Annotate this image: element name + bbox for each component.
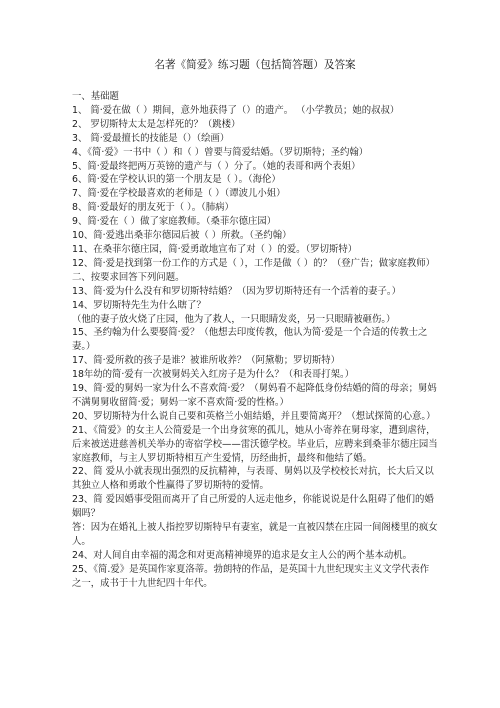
- text-line: 3、 简·爱最擅长的技能是（）（绘画）: [72, 132, 230, 144]
- text-line: 6、简·爱在学校认识的第一个朋友是（ ）。（海伦）: [72, 174, 281, 186]
- text-line: 15、圣约翰为什么要娶简·爱？（他想去印度传教，他认为简·爱是一个合适的传教士之妻。）: [72, 327, 428, 353]
- text-line: 12、简·爱是找到第一份工作的方式是（ ），工作是做（ ）的？（登广告；做家庭教师）: [72, 257, 436, 269]
- text-line: 2、 罗切斯特太太是怎样死的？（跳楼）: [72, 118, 241, 130]
- text-line: 10、简·爱逃出桑菲尔德园后被（ ）所救。（圣约翰）: [72, 230, 292, 242]
- text-line: 一、基础题: [72, 91, 119, 102]
- text-line: 24、对人间自由幸福的渴念和对更高精神境界的追求是女主人公的两个基本动机。: [72, 549, 413, 561]
- text-line: 17、简·爱所救的孩子是谁？被谁所收养？（阿黛勒；罗切斯特）: [72, 355, 341, 367]
- document-body: [72, 90, 438, 591]
- text-line: 20、罗切斯特为什么说自己要和英格兰小姐结婚，并且要简离开？（想试探简的心意。）: [72, 410, 436, 422]
- text-line: 答：因为在婚礼上被人指控罗切斯特早有妻室，就是一直被囚禁在庄园一间阁楼里的疯女人。: [72, 522, 438, 547]
- text-line: 14、罗切斯特先生为什么瞎了？: [72, 299, 206, 311]
- text-line: 25、《简.爱》是英国作家夏洛蒂。勃朗特的作品，是英国十九世纪现实主义文学代表作之一，成书于十九世纪四十年代。: [72, 563, 430, 589]
- document-title: 名著《简爱》练习题（包括简答题）及答案: [154, 59, 356, 71]
- text-line: 19、简·爱的舅妈一家为什么不喜欢简·爱？（舅妈看不起降低身份结婚的简的母亲；舅妈不满舅舅收留简·爱；舅妈一家不喜欢简·爱的性格。）: [72, 383, 437, 408]
- text-line: 4、《简·爱》一书中（ ）和（ ）曾要与简爱结婚。（罗切斯特；圣约翰）: [72, 146, 369, 158]
- text-line: 5、简·爱最终把两万英镑的遗产与（ ）分了。（她的表哥和两个表姐）: [72, 160, 361, 172]
- text-line: （他的妻子放火烧了庄园，他为了救人，一只眼睛发炎，另一只眼睛被砸伤。）: [72, 313, 396, 325]
- text-line: 1、 简·爱在做（ ）期间，意外地获得了（）的遗产。 （小学教员；她的叔叔）: [72, 104, 400, 116]
- text-line: 9、简·爱在（ ）做了家庭教师。（桑菲尔德庄园）: [72, 216, 277, 228]
- text-line: 11、在桑菲尔德庄园，简·爱勇敢地宣布了对（ ）的爱。（罗切斯特）: [72, 243, 358, 255]
- text-line: 23、简 爱因婚事受阻而离开了自己所爱的人远走他乡，你能说说是什么阻碍了他们的婚姻吗？: [72, 494, 434, 520]
- text-line: 21、《简爱》的女主人公简爱是一个出身贫寒的孤儿，她从小寄养在舅母家，遭到虐待，后来被送进慈善机关举办的寄宿学校——雷沃德学校。毕业后，应聘来到桑菲尔德庄园当家庭教师，与主人罗切斯特相互产生爱情，历经曲折，最终和他结了婚。: [72, 424, 438, 464]
- text-line: 18年幼的简·爱有一次被舅妈关入红房子是为什么？（和表哥打架。）: [72, 369, 355, 381]
- text-line: 13、简·爱为什么没有和罗切斯特结婚？（因为罗切斯特还有一个活着的妻子。）: [72, 285, 401, 297]
- text-line: 8、简·爱最好的朋友死于（ ）。（肺病）: [72, 202, 234, 214]
- text-line: 二、按要求回答下列问题。: [72, 271, 185, 283]
- text-line: 7、简·爱在学校最喜欢的老师是（ ）（谭波儿小姐）: [72, 188, 286, 200]
- text-line: 22、简 爱从小就表现出强烈的反抗精神，与表哥、舅妈以及学校校长对抗，长大后又以其独立人格和勇敢个性赢得了罗切斯特的爱情。: [72, 466, 434, 492]
